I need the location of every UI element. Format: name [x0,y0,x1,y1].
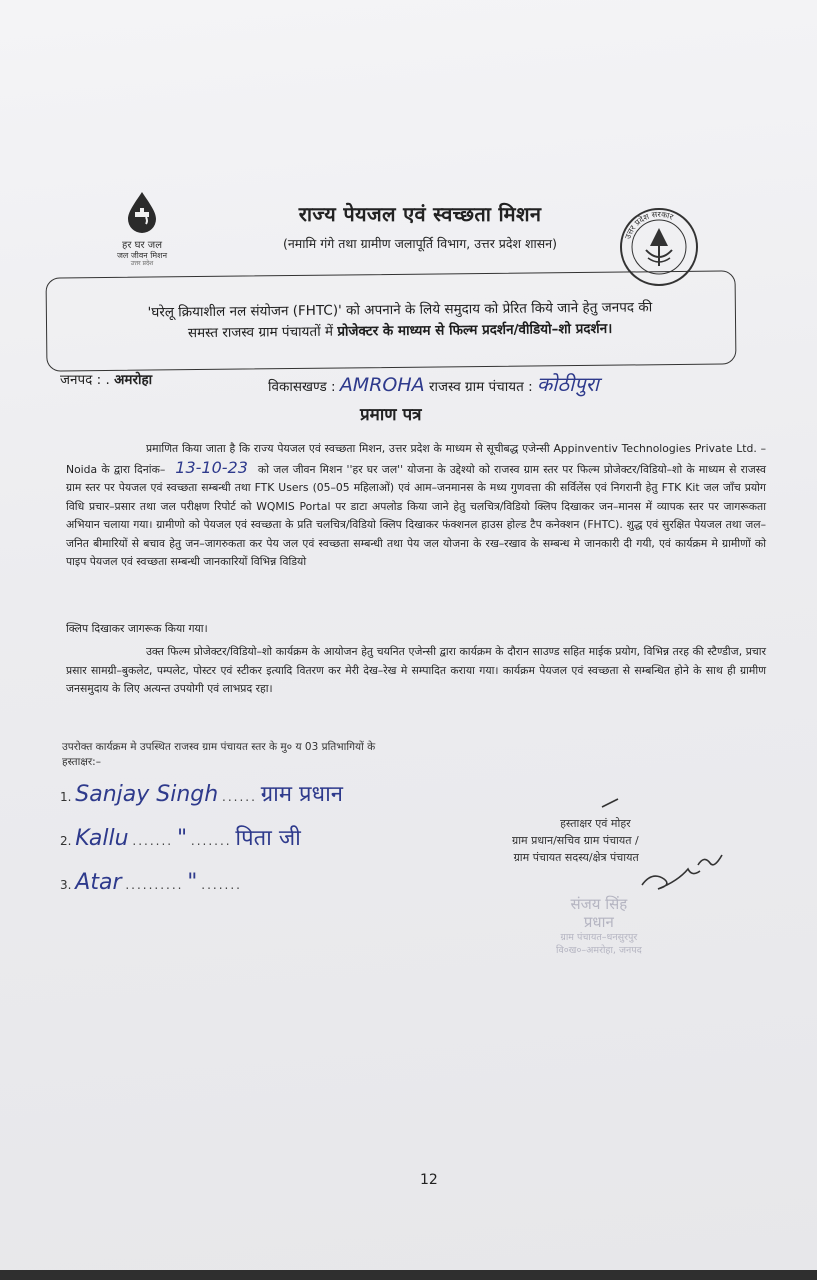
stamp-role: प्रधान [583,913,614,931]
page-subtitle: (नमामि गंगे तथा ग्रामीण जलापूर्ति विभाग, उत्तर प्रदेश शासन) [282,236,557,251]
signature-intro-line-2: हस्ताक्षर:– [62,756,101,768]
program-date-handwritten: 13-10-23 [175,457,248,477]
certificate-paragraph-1 [66,440,766,572]
district-label: जनपद : . [60,372,110,388]
svg-text:उत्तर प्रदेश सरकार [623,210,675,240]
paragraph-1-last-line: क्लिप दिखाकर जागरूक किया गया। [66,622,208,635]
logo-line-1: हर घर जल [122,240,162,251]
participant-name-handwritten: Kallu [75,826,129,851]
panchayat-label: राजस्व ग्राम पंचायत : [428,379,533,395]
paragraph-2-text: उक्त फिल्म प्रोजेक्टर/विडियो–शो कार्यक्रम के आयोजन हेतु चयनित एजेन्सी द्वारा कार्यक्रम के दौरान साउण्ड सहित माईक प्रयोग, विभिन्न तरह की स्टैण्डीज, प्रचार प्रसार सामग्री–बुकलेट, पम्पलेट, पोस्टर एवं स्टीकर इत्यादि वितरण कर मेरी देख–रेख मे सम्पादित कराया गया। कार्यक्रम पेयजल एवं स्वच्छता से सम्बन्धित होने के साथ ही ग्रामीण जनसमुदाय के लिए अत्यन्त उपयोगी एवं लाभप्रद रहा। [66,645,766,695]
certificate-paragraph-2 [66,643,766,699]
block-value-handwritten: AMROHA [339,374,425,396]
certificate-title: प्रमाण पत्र [360,405,422,425]
participant-name-handwritten: Atar [75,870,122,895]
seal-text: उत्तर प्रदेश सरकार [623,209,675,241]
sarpanch-rubber-stamp [556,895,642,957]
stamp-line-4: वि०ख०–अमरोहा, जनपद [556,945,642,956]
panchayat-value-handwritten: कोठीपुरा [536,372,599,396]
block-label: विकासखण्ड : [268,379,336,395]
row-number: 2. [60,834,72,848]
participant-row-3: 3. Atar .......... " ....... [60,870,242,895]
signature-intro-line-1: उपरोक्त कार्यक्रम मे उपस्थित राजस्व ग्राम पंचायत स्तर के मु० य 03 प्रतिभागियों के [62,741,376,753]
handwritten-signature-icon [590,795,740,895]
stamp-line-3: ग्राम पंचायत–धनसुरपुर [560,932,638,943]
district-value: अमरोहा [114,372,153,388]
banner-line-2-bold: प्रोजेक्टर के माध्यम से फिल्म प्रदर्शन/वीडियो–शो प्रदर्शन। [337,320,613,340]
paragraph-1-end: को जल जीवन मिशन ''हर घर जल'' योजना के उद्देश्यो को राजस्व ग्राम स्तर पर फिल्म प्रोजेक्टर/विडियो–शो के माध्यम से राजस्व ग्राम स्तर पर पेयजल एवं स्वच्छता सम्बन्धी तथा FTK Users (05–05 महिलाओं) एवं आम–जनमानस के मध्य गुणवत्ता की सर्विलेंस एवं निगरानी हेतु FTK Kit जल जाँच प्रयोग विधि प्रचार–प्रसार तथा जल परीक्षण रिपोर्ट को WQMIS Portal पर डाटा अपलोड किया जाने हेतु चलचित्र/विडियो क्लिप दिखाकर जन–मानस में व्यापक स्तर पर जागरूकता अभियान चलाया गया। ग्रामीणो को पेयजल एवं स्वच्छता के प्रति चलचित्र/विडियो क्लिप दिखाकर फंक्शनल हाउस होल्ड टैप कनेक्शन (FHTC). शुद्ध एवं सुरक्षित पेयजल तथा जल–जनित बीमारियों से बचाव हेतु जन–जागरुकता कर पेय जल एवं स्वच्छता सम्बन्धी तथा पेय जल योजना के रख–रखाव के सम्बन्ध मे जानकारी दी गयी, एवं कार्यक्रम मे ग्रामीणों को पाइप पेयजल एवं स्वच्छता सम्बन्धी जानकारियों विभिन्न विडियो [66,462,767,568]
designation-line-1: ग्राम प्रधान/सचिव ग्राम पंचायत / [512,834,639,847]
scheme-banner-text [60,296,740,345]
paragraph-1-start: प्रमाणित किया जाता है कि राज्य पेयजल एवं स्वच्छता मिशन, उत्तर प्रदेश के माध्यम से सूचीबद्ध एजेन्सी Appinventiv Technologies Private Ltd. – Noida के द्वारा दिनांक– [66,442,766,476]
banner-line-2-start: समस्त राजस्व ग्राम पंचायतों में [187,323,338,342]
page-number: 12 [420,1172,438,1188]
ditto-mark-handwritten: " [176,826,188,851]
logo-line-3: उत्तर प्रदेश [130,260,154,267]
logo-line-2: जल जीवन मिशन [116,251,168,260]
district-field [60,370,152,388]
ditto-mark-handwritten: " [187,870,198,895]
row-number: 1. [60,790,72,804]
signature-and-seal-label: हस्ताक्षर एवं मोहर [560,817,631,830]
participants-signature-intro [62,740,375,770]
participant-name-handwritten: Sanjay Singh [75,782,219,807]
header-title-block [200,200,640,252]
designation-line-2: ग्राम पंचायत सदस्य/क्षेत्र पंचायत [513,851,639,864]
participant-role-handwritten: ग्राम प्रधान [260,782,343,807]
stamp-name: संजय सिंह [570,895,628,913]
block-panchayat-field [268,370,599,397]
participant-role-handwritten: पिता जी [235,826,301,851]
participant-row-1: 1. Sanjay Singh ...... ग्राम प्रधान [60,782,343,807]
banner-line-1: 'घरेलू क्रियाशील नल संयोजन (FHTC)' को अपनाने के लिये समुदाय को प्रेरित किये जाने हेतु जनपद की [147,299,653,321]
water-drop-icon [122,190,162,234]
har-ghar-jal-logo [92,190,192,267]
participant-row-2: 2. Kallu ....... " ....... पिता जी [60,826,301,851]
page-title: राज्य पेयजल एवं स्वच्छता मिशन [298,202,542,226]
row-number: 3. [60,878,72,892]
